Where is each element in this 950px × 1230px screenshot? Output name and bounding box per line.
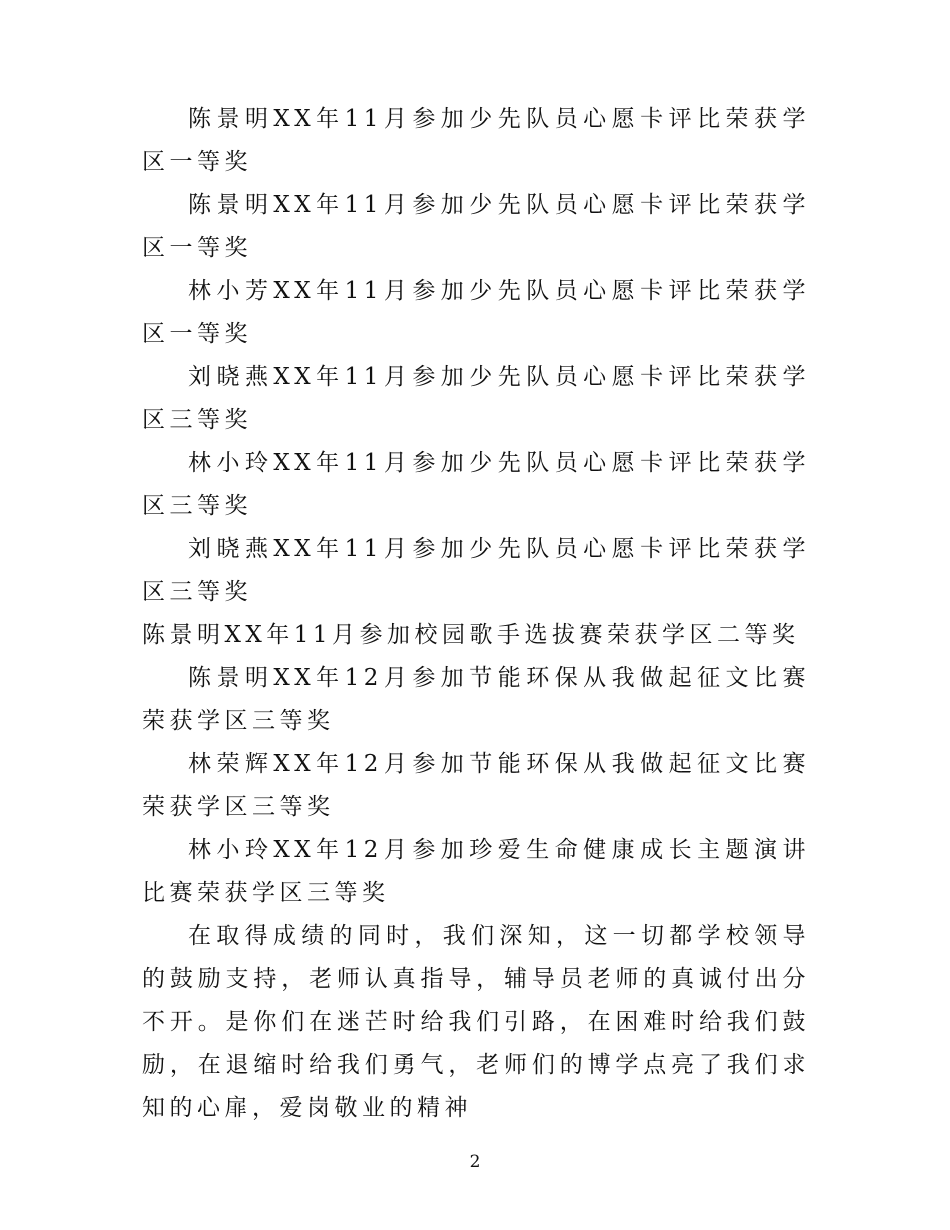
award-paragraph-3: 林小芳XX年11月参加少先队员心愿卡评比荣获学区一等奖 xyxy=(142,278,810,347)
award-paragraph-6: 刘晓燕XX年11月参加少先队员心愿卡评比荣获学区三等奖 xyxy=(142,536,810,605)
closing-paragraph: 在取得成绩的同时，我们深知，这一切都学校领导的鼓励支持，老师认真指导，辅导员老师的真诚付出分不开。是你们在迷芒时给我们引路，在困难时给我们鼓励，在退缩时给我们勇气，老师们的博学点亮了我们求知的心扉，爱岗敬业的精神 xyxy=(142,923,810,1121)
award-paragraph-5: 林小玲XX年11月参加少先队员心愿卡评比荣获学区三等奖 xyxy=(142,450,810,519)
award-paragraph-10: 林小玲XX年12月参加珍爱生命健康成长主题演讲比赛荣获学区三等奖 xyxy=(142,837,810,906)
page-number: 2 xyxy=(469,1152,481,1172)
award-paragraph-4: 刘晓燕XX年11月参加少先队员心愿卡评比荣获学区三等奖 xyxy=(142,364,810,433)
award-paragraph-1: 陈景明XX年11月参加少先队员心愿卡评比荣获学区一等奖 xyxy=(142,106,810,175)
document-body xyxy=(142,98,810,1130)
award-paragraph-7: 陈景明XX年11月参加校园歌手选拔赛荣获学区二等奖 xyxy=(142,622,800,648)
award-paragraph-2: 陈景明XX年11月参加少先队员心愿卡评比荣获学区一等奖 xyxy=(142,192,810,261)
award-paragraph-9: 林荣辉XX年12月参加节能环保从我做起征文比赛荣获学区三等奖 xyxy=(142,751,810,820)
award-paragraph-8: 陈景明XX年12月参加节能环保从我做起征文比赛荣获学区三等奖 xyxy=(142,665,810,734)
